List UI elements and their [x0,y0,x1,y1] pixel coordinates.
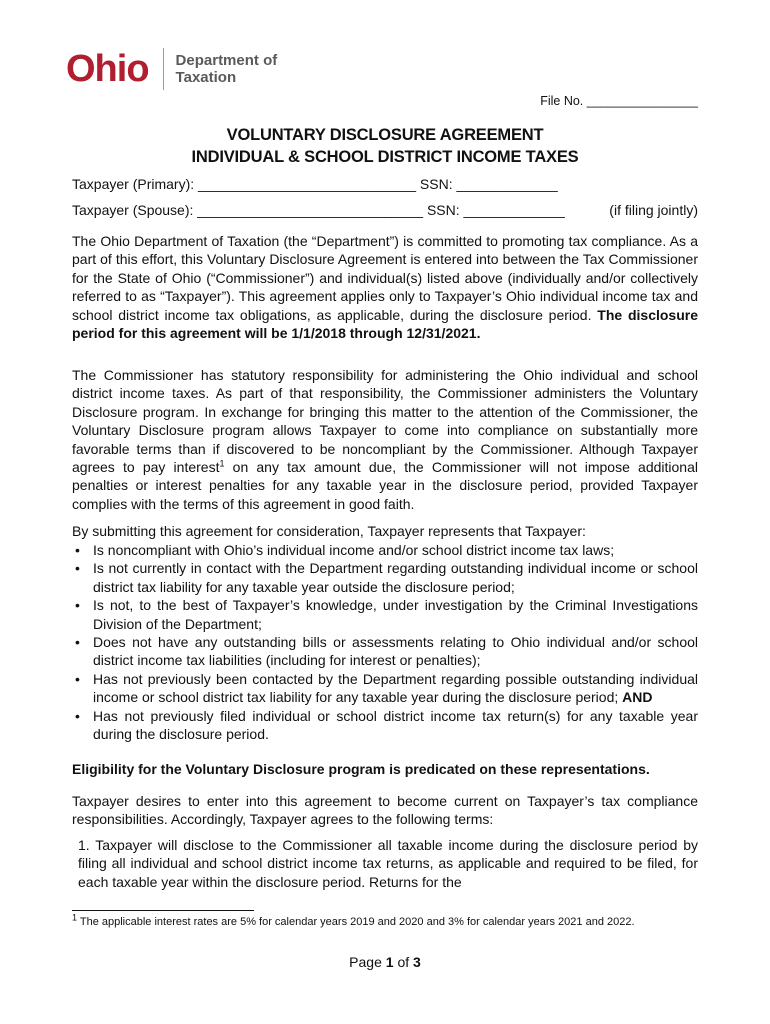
eligibility-statement: Eligibility for the Voluntary Disclosure program is predicated on these representations. [72,761,650,777]
document-title-line1: VOLUNTARY DISCLOSURE AGREEMENT [226,126,544,144]
list-item: • Is not currently in contact with the Department regarding outstanding individual income or school district tax liability for any taxable year outside the disclosure period; [75,560,698,595]
footnote [72,912,698,932]
commissioner-paragraph [72,366,698,513]
bullet-icon: • [75,560,80,577]
list-item: • Does not have any outstanding bills or assessments relating to Ohio individual and/or school district income tax liabilities (including for interest or penalties); [75,634,698,669]
representations-list [72,541,698,743]
disclosure-period-statement: The disclosure period for this agreement will be 1/1/2018 through 12/31/2021. [72,306,698,342]
bullet-icon: • [75,542,80,558]
desires-paragraph: Taxpayer desires to enter into this agreement to become current on Taxpayer’s tax compliance responsibilities. Accordingly, Taxpayer agrees to the following terms: [72,793,698,828]
representations-intro: By submitting this agreement for consideration, Taxpayer represents that Taxpayer: [72,523,586,539]
file-number-field[interactable]: File No. ________________ [540,94,698,108]
commissioner-text-a: The Commissioner has statutory responsibility for administering the Ohio individual and school district income taxes. As part of that responsibility, the Commissioner administers the Voluntary Disclosure program. In exchange for bringing this matter to the attention of the Commissioner, the Voluntary Disclosure program allows Taxpayer to come into compliance on substantially more favorable terms than if discovered to be noncompliant by the Commissioner. Although Taxpayer agrees to pay interest [72,367,698,476]
commissioner-text-b: on any tax amount due, the Commissioner will not impose additional penalties or interest penalties for any taxable year in the disclosure period, provided Taxpayer complies with the terms of this agreement in good faith. [72,459,698,512]
list-item: • Has not previously been contacted by the Department regarding possible outstanding individual income or school district tax liability for any taxable year during the disclosure period; AND [75,670,698,706]
filing-jointly-note: (if filing jointly) [609,202,698,218]
footnote-reference: 1 [219,458,225,469]
footnote-divider [72,910,254,911]
page-total: 3 [413,954,421,970]
intro-paragraph [72,232,698,342]
page-current: 1 [385,954,394,970]
ohio-taxation-logo [66,44,277,94]
taxpayer-spouse-field[interactable]: Taxpayer (Spouse): _____________________________ SSN: _____________ [72,202,565,218]
taxpayer-primary-field[interactable]: Taxpayer (Primary): ____________________________ SSN: _____________ [72,176,558,192]
list-item: • Has not previously filed individual or school district income tax return(s) for any taxable year during the disclosure period. [75,707,698,743]
logo-divider [163,48,164,90]
list-item: • Is not, to the best of Taxpayer’s knowledge, under investigation by the Criminal Investigations Division of the Department; [75,597,698,632]
logo-wordmark: Ohio [66,48,149,90]
term-1-paragraph: 1. Taxpayer will disclose to the Commissioner all taxable income during the disclosure period by filing all individual and school district income tax returns, as applicable and required to be filed, for each taxable year within the disclosure period. Returns for the [78,837,698,890]
and-keyword: AND [622,689,653,706]
list-item: • Is noncompliant with Ohio’s individual income and/or school district income tax laws; [75,542,615,558]
bullet-icon: • [75,707,80,724]
bullet-icon: • [75,670,80,687]
logo-department-line2: Taxation [175,69,237,86]
footnote-mark: 1 [72,912,78,923]
page-number: Page 1 of 3 [349,954,421,970]
taxpayer-spouse-row [72,202,698,218]
document-title-line2: INDIVIDUAL & SCHOOL DISTRICT INCOME TAXES [191,148,579,166]
bullet-icon: • [75,597,80,614]
logo-department [176,52,278,86]
logo-department-line1: Department of [175,52,278,69]
footnote-text: The applicable interest rates are 5% for calendar years 2019 and 2020 and 3% for calendar years 2021 and 2022. [77,916,635,928]
intro-text: The Ohio Department of Taxation (the “Department”) is committed to promoting tax compliance. As a part of this effort, this Voluntary Disclosure Agreement is entered into between the Tax Commissioner for the State of Ohio (“Commissioner”) and individual(s) listed above (individually and/or collectively referred to as “Taxpayer”). This agreement applies only to Taxpayer’s Ohio individual income tax and school district income tax obligations, as applicable, during the disclosure period. [72,233,698,323]
bullet-icon: • [75,634,80,651]
